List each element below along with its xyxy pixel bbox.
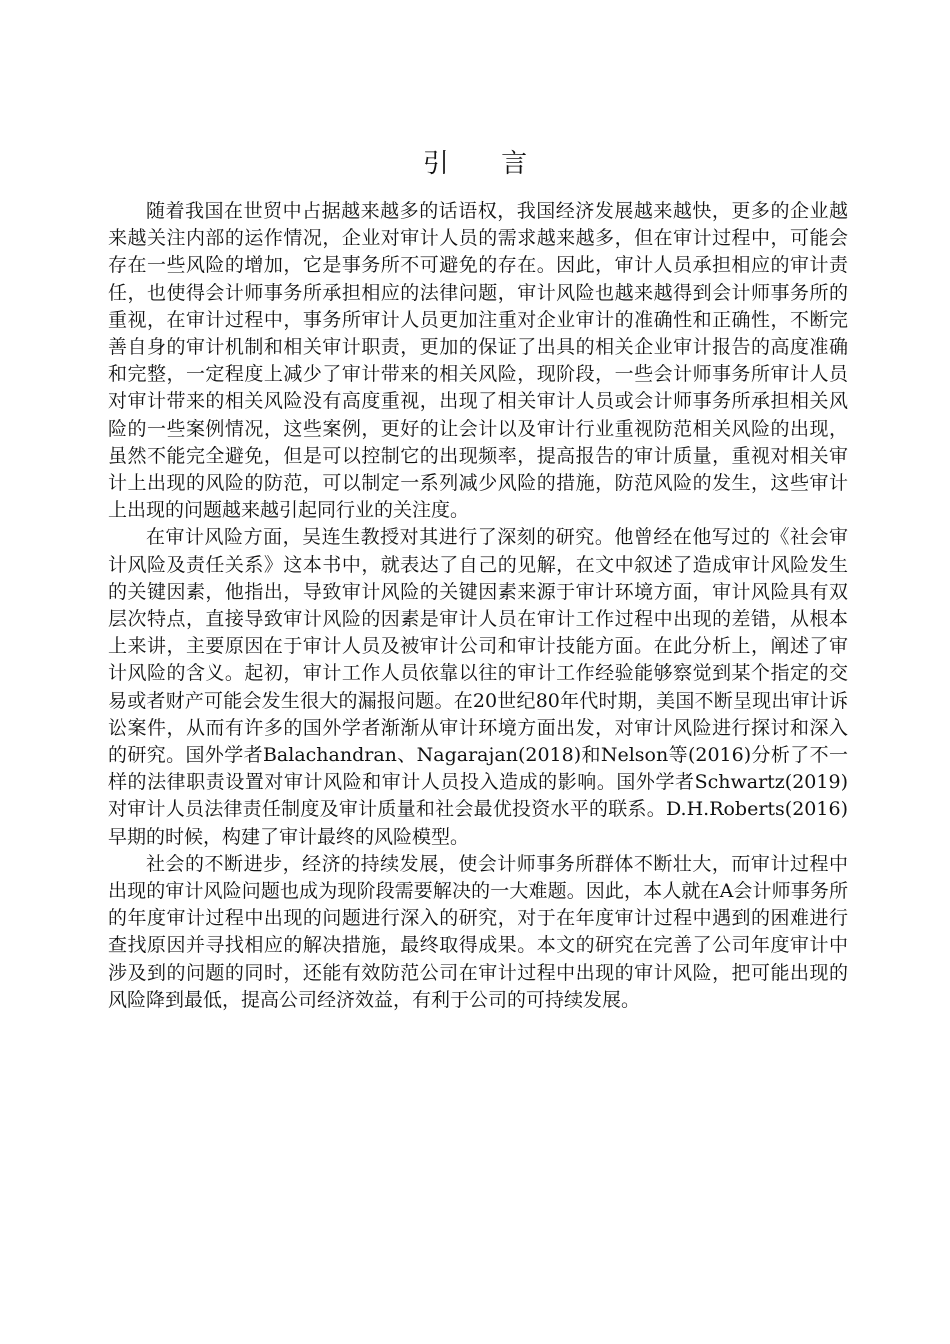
document-body bbox=[108, 198, 848, 1014]
paragraph-2: 在审计风险方面，吴连生教授对其进行了深刻的研究。他曾经在他写过的《社会审计风险及责任关系》这本书中，就表达了自己的见解，在文中叙述了造成审计风险发生的关键因素，他指出，导致审计风险的关键因素来源于审计环境方面，审计风险具有双层次特点，直接导致审计风险的因素是审计人员在审计工作过程中出现的差错，从根本上来讲，主要原因在于审计人员及被审计公司和审计技能方面。在此分析上，阐述了审计风险的含义。起初，审计工作人员依靠以往的审计工作经验能够察觉到某个指定的交易或者财产可能会发生很大的漏报问题。在20世纪80年代时期，美国不断呈现出审计诉讼案件，从而有许多的国外学者渐渐从审计环境方面出发，对审计风险进行探讨和深入的研究。国外学者Balachandran、Nagarajan(2018)和Nelson等(2016)分析了不一样的法律职责设置对审计风险和审计人员投入造成的影响。国外学者Schwartz(2019)对审计人员法律责任制度及审计质量和社会最优投资水平的联系。D.H.Roberts(2016)早期的时候，构建了审计最终的风险模型。 bbox=[108, 526, 848, 848]
paragraph-1: 随着我国在世贸中占据越来越多的话语权，我国经济发展越来越快，更多的企业越来越关注内部的运作情况，企业对审计人员的需求越来越多，但在审计过程中，可能会存在一些风险的增加，它是事务所不可避免的存在。因此，审计人员承担相应的审计责任，也使得会计师事务所承担相应的法律问题，审计风险也越来越得到会计师事务所的重视，在审计过程中，事务所审计人员更加注重对企业审计的准确性和正确性，不断完善自身的审计机制和相关审计职责，更加的保证了出具的相关企业审计报告的高度准确和完整，一定程度上减少了审计带来的相关风险，现阶段，一些会计师事务所审计人员对审计带来的相关风险没有高度重视，出现了相关审计人员或会计师事务所承担相关风险的一些案例情况，这些案例，更好的让会计以及审计行业重视防范相关风险的出现，虽然不能完全避免，但是可以控制它的出现频率，提高报告的审计质量，重视对相关审计上出现的风险的防范，可以制定一系列减少风险的措施，防范风险的发生，这些审计上出现的问题越来越引起同行业的关注度。 bbox=[108, 200, 848, 522]
page-title: 引 言 bbox=[422, 149, 550, 179]
paragraph-3: 社会的不断进步，经济的持续发展，使会计师事务所群体不断壮大，而审计过程中出现的审计风险问题也成为现阶段需要解决的一大难题。因此，本人就在A会计师事务所的年度审计过程中出现的问题进行深入的研究，对于在年度审计过程中遇到的困难进行查找原因并寻找相应的解决措施，最终取得成果。本文的研究在完善了公司年度审计中涉及到的问题的同时，还能有效防范公司在审计过程中出现的审计风险，把可能出现的风险降到最低，提高公司经济效益，有利于公司的可持续发展。 bbox=[108, 852, 848, 1011]
